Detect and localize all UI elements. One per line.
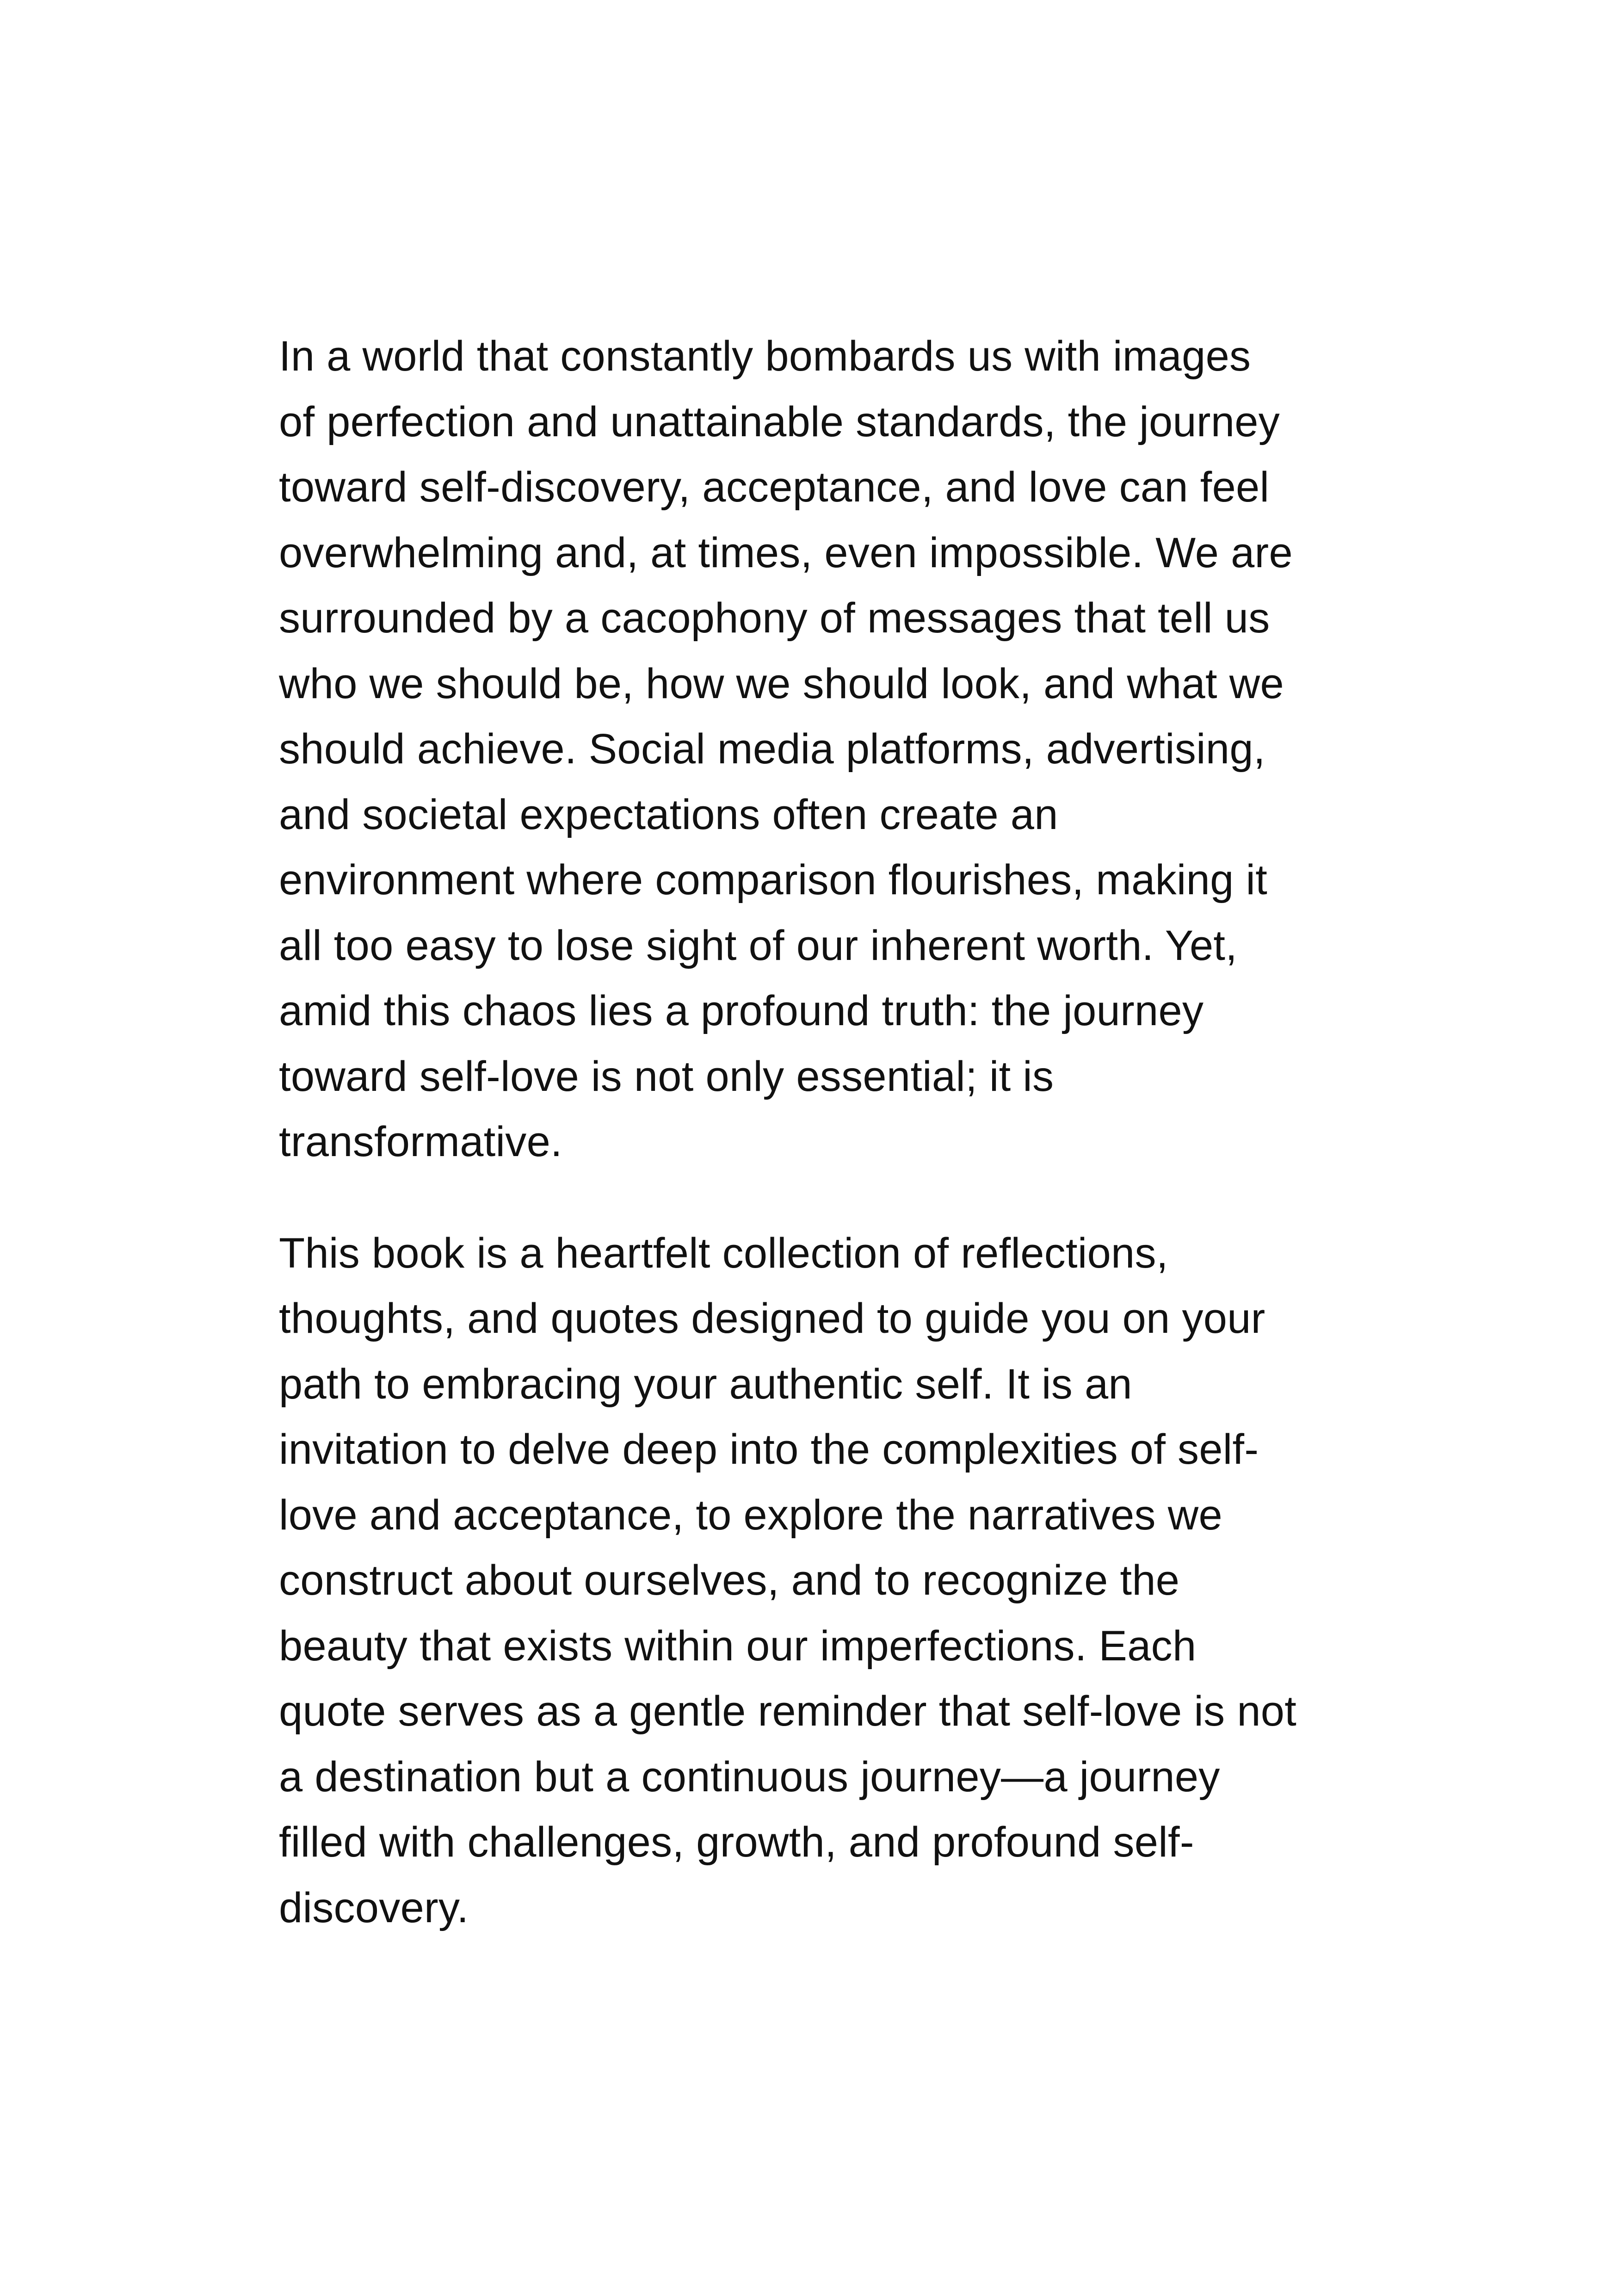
text-line: discovery. [279, 1884, 469, 1931]
text-line: toward self-discovery, acceptance, and love can feel [279, 464, 1270, 511]
text-line: In a world that constantly bombards us with images [279, 333, 1251, 380]
text-line: This book is a heartfelt collection of reflections, [279, 1229, 1168, 1277]
text-line: filled with challenges, growth, and profound self- [279, 1819, 1194, 1866]
text-line: thoughts, and quotes designed to guide you on your [279, 1295, 1265, 1342]
text-line: toward self-love is not only essential; it is [279, 1052, 1054, 1100]
text-line: overwhelming and, at times, even impossible. We are [279, 529, 1293, 576]
text-line: transformative. [279, 1118, 562, 1165]
text-line: a destination but a continuous journey—a journey [279, 1753, 1220, 1801]
body-text [279, 324, 1343, 1941]
text-line: environment where comparison flourishes, making it [279, 856, 1268, 904]
text-line: all too easy to lose sight of our inherent worth. Yet, [279, 922, 1238, 969]
text-line: of perfection and unattainable standards, the journey [279, 398, 1280, 446]
text-line: surrounded by a cacophony of messages that tell us [279, 594, 1270, 642]
paragraph-1 [279, 324, 1343, 1175]
text-line: construct about ourselves, and to recognize the [279, 1557, 1180, 1604]
text-line: quote serves as a gentle reminder that self-love is not [279, 1688, 1297, 1735]
text-line: love and acceptance, to explore the narratives we [279, 1491, 1222, 1539]
text-line: beauty that exists within our imperfections. Each [279, 1622, 1197, 1670]
text-line: amid this chaos lies a profound truth: the journey [279, 987, 1204, 1034]
paragraph-2 [279, 1221, 1343, 1941]
text-line: invitation to delve deep into the complexities of self- [279, 1426, 1259, 1473]
text-line: should achieve. Social media platforms, advertising, [279, 725, 1265, 773]
text-line: and societal expectations often create an [279, 791, 1058, 838]
text-line: path to embracing your authentic self. It is an [279, 1360, 1132, 1408]
text-line: who we should be, how we should look, and what we [279, 660, 1284, 707]
